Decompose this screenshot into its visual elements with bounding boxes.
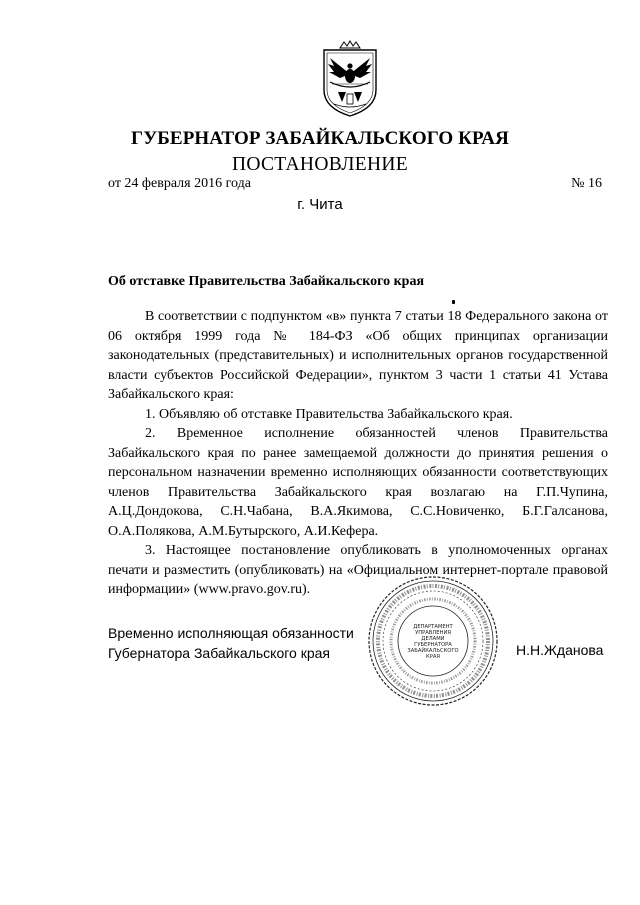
seal-center-text-line: ГУБЕРНАТОРА — [414, 642, 452, 648]
official-seal — [366, 574, 500, 708]
item-3-paragraph: 3. Настоящее постановление опубликовать в уполномоченных органах печати и разместить (опубликовать) на «Официальном интернет-портале правовой информации» (www.pravo.gov.ru). — [108, 543, 608, 597]
scan-speck — [452, 300, 455, 304]
seal-center-text-line: ДЕЛАМИ — [421, 636, 445, 642]
document-city: г. Чита — [297, 196, 343, 213]
item-2-paragraph: 2. Временное исполнение обязанностей членов Правительства Забайкальского края по ранее замещаемой должности до принятия решения о персональном назначении временно исполняющих обязанности соответствующих членов Правительства Забайкальского края возлагаю на Г.П.Чупина, А.Ц.Дондокова, С.Н.Чабана, В.А.Якимова, С.С.Новиченко, Б.Г.Галсанова, О.А.Полякова, А.М.Бутырского, А.И.Кефера. — [108, 426, 608, 539]
seal-center-text-line: КРАЯ — [426, 654, 440, 660]
signatory-position — [108, 623, 354, 663]
signatory-name: Н.Н.Жданова — [516, 642, 604, 658]
document-date: от 24 февраля 2016 года — [108, 176, 251, 191]
coat-of-arms-icon — [318, 40, 382, 118]
seal-stamp-icon — [366, 574, 500, 708]
coat-of-arms-emblem — [318, 40, 382, 118]
seal-center-text-line: ЗАБАЙКАЛЬСКОГО — [407, 648, 459, 654]
document-number: № 16 — [571, 176, 602, 191]
item-1-paragraph: 1. Объявляю об отставке Правительства Забайкальского края. — [145, 406, 513, 422]
issuing-authority-title: ГУБЕРНАТОР ЗАБАЙКАЛЬСКОГО КРАЯ — [131, 128, 509, 149]
signatory-position-line-1: Временно исполняющая обязанности — [108, 625, 354, 641]
document-type-title: ПОСТАНОВЛЕНИЕ — [232, 154, 408, 175]
seal-center-text-line: ДЕПАРТАМЕНТ — [413, 624, 453, 630]
document-subject: Об отставке Правительства Забайкальского края — [108, 274, 425, 289]
document-body — [108, 307, 608, 600]
preamble-paragraph: В соответствии с подпунктом «в» пункта 7 статьи 18 Федерального закона от 06 октября 1999 года № 184-ФЗ «Об общих принципах организации законодательных (представительных) и исполнительных органов государственной власти субъектов Российской Федерации», пунктом 3 части 1 статьи 41 Устава Забайкальского края: — [108, 309, 608, 402]
seal-center-text-line: УПРАВЛЕНИЯ — [415, 630, 451, 636]
signatory-position-line-2: Губернатора Забайкальского края — [108, 645, 330, 661]
